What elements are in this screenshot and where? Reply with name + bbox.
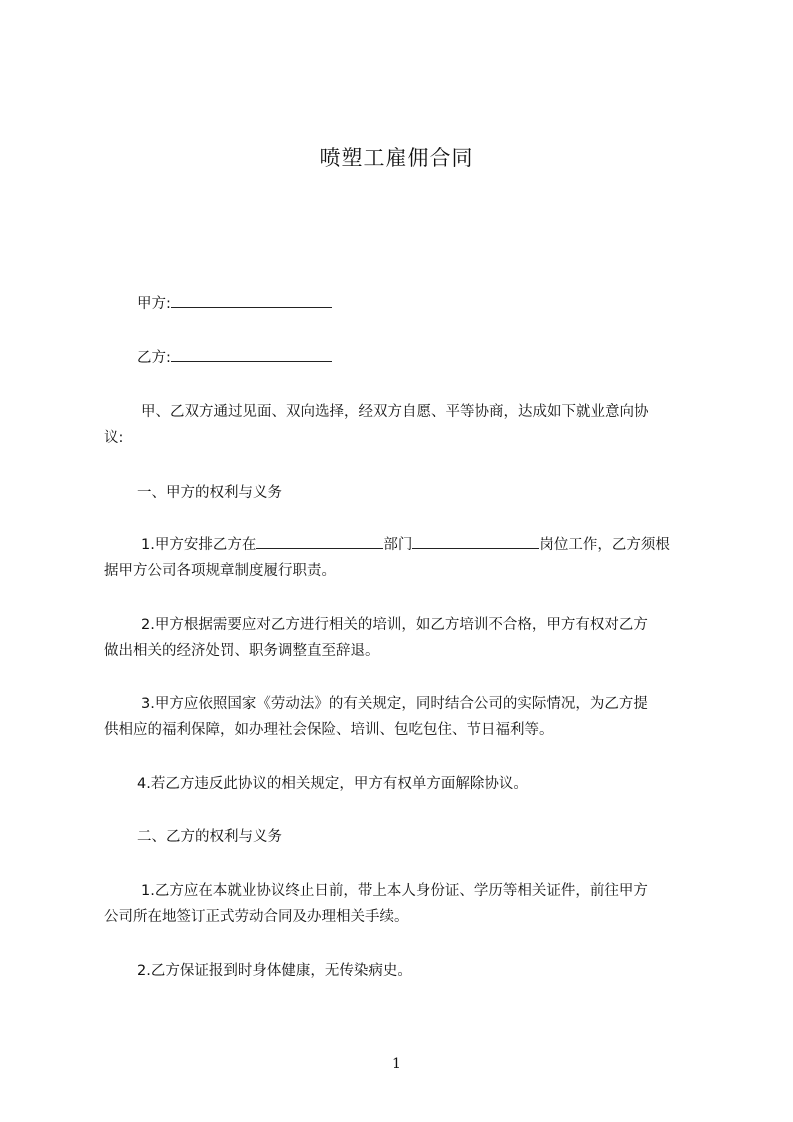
section1-heading: 一、甲方的权利与义务 xyxy=(137,485,282,501)
s1-item2-line2: 做出相关的经济处罚、职务调整直至辞退。 xyxy=(104,643,380,659)
s2-item1-line2: 公司所在地签订正式劳动合同及办理相关手续。 xyxy=(104,909,409,925)
s1-item1-line2: 据甲方公司各项规章制度履行职责。 xyxy=(104,563,336,579)
party-b-label: 乙方: xyxy=(137,350,171,366)
page-number: 1 xyxy=(392,1056,401,1072)
s1-item4: 4.若乙方违反此协议的相关规定，甲方有权单方面解除协议。 xyxy=(137,776,528,792)
s1-item1-mid: 部门 xyxy=(383,537,413,553)
s1-item1-prefix: 1.甲方安排乙方在 xyxy=(141,537,257,553)
party-a-line xyxy=(137,292,332,313)
position-blank xyxy=(412,534,539,549)
s2-item2: 2.乙方保证报到时身体健康，无传染病史。 xyxy=(137,963,412,979)
party-a-label: 甲方: xyxy=(137,296,171,312)
s1-item2-line1: 2.甲方根据需要应对乙方进行相关的培训，如乙方培训不合格，甲方有权对乙方 xyxy=(141,617,648,633)
party-b-blank xyxy=(171,347,332,362)
section2-heading: 二、乙方的权利与义务 xyxy=(137,829,282,845)
s2-item1-line1: 1.乙方应在本就业协议终止日前，带上本人身份证、学历等相关证件，前往甲方 xyxy=(141,883,648,899)
s1-item1-suffix: 岗位工作，乙方须根 xyxy=(539,537,670,553)
document-title: 喷塑工雇佣合同 xyxy=(319,146,474,170)
intro-line-1: 甲、乙双方通过见面、双向选择，经双方自愿、平等协商，达成如下就业意向协 xyxy=(141,404,649,420)
intro-line-2: 议: xyxy=(104,430,124,446)
s1-item3-line2: 供相应的福利保障，如办理社会保险、培训、包吃包住、节日福利等。 xyxy=(104,722,554,738)
party-b-line xyxy=(137,346,332,367)
s1-item1-line1 xyxy=(141,533,670,554)
s1-item3-line1: 3.甲方应依照国家《劳动法》的有关规定，同时结合公司的实际情况，为乙方提 xyxy=(141,696,648,712)
party-a-blank xyxy=(171,293,332,308)
department-blank xyxy=(256,534,383,549)
